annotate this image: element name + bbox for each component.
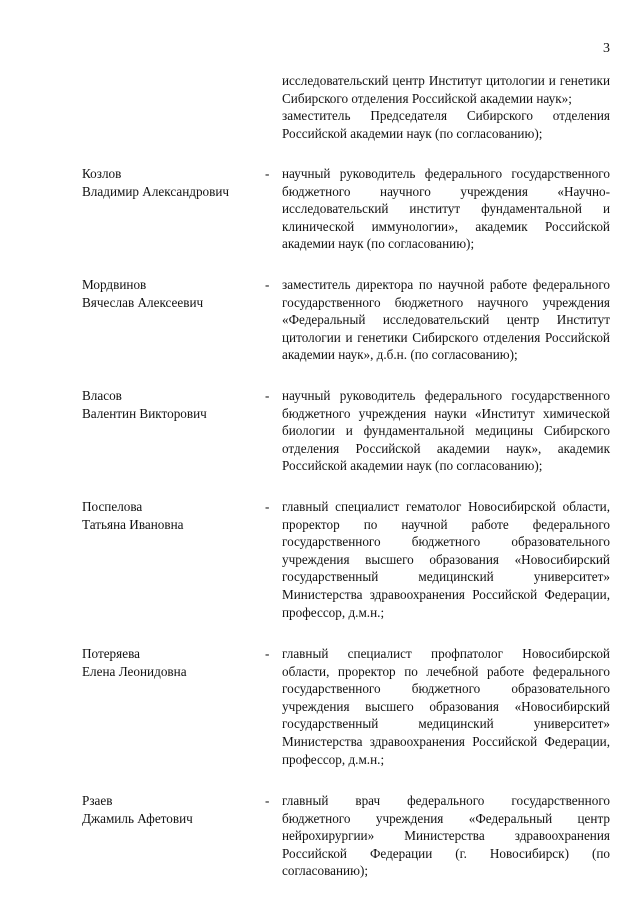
member-name: Власов Валентин Викторович	[82, 388, 207, 421]
continuation-line-2: заместитель Председателя Сибирского отделения Российской академии наук (по согласованию);	[282, 108, 610, 141]
member-description-text: главный специалист профпатолог Новосибирской области, проректор по лечебной работе федерального государственного бюджетного образовательного учреждения высшего образования «Новосибирский государственный медицинский университет» Министерства здравоохранения Российской Федерации, профессор, д.м.н.;	[282, 646, 610, 767]
member-description	[282, 645, 610, 768]
member-description-text: научный руководитель федерального государственного бюджетного научного учреждения «Научно-исследовательский институт фундаментальной и клинической иммунологии», академик Российской академии наук (по согласованию);	[282, 166, 610, 252]
member-description-text: заместитель директора по научной работе федерального государственного бюджетного научного учреждения «Федеральный исследовательский центр Институт цитологии и генетики Сибирского отделения Российской академии наук», д.б.н. (по согласованию);	[282, 277, 610, 363]
member-description-text: научный руководитель федерального государственного бюджетного учреждения науки «Институт химической биологии и фундаментальной медицины Сибирского отделения Российской академии наук», академик Российской академии наук (по согласованию);	[282, 388, 610, 474]
continuation-line-1: исследовательский центр Институт цитологии и генетики Сибирского отделения Российской академии наук»;	[282, 73, 610, 106]
member-description	[282, 276, 610, 364]
member-name: Рзаев Джамиль Афетович	[82, 793, 193, 826]
member-name: Потеряева Елена Леонидовна	[82, 646, 187, 679]
entry-dash: -	[265, 166, 270, 181]
member-description	[282, 387, 610, 475]
member-description	[282, 165, 610, 253]
entry-dash: -	[265, 793, 270, 808]
entry-dash: -	[265, 499, 270, 514]
entry-dash: -	[265, 388, 270, 403]
entry-dash: -	[265, 277, 270, 292]
continuation-text	[282, 72, 610, 142]
member-description-text: главный врач федерального государственного бюджетного учреждения «Федеральный центр нейрохирургии» Министерства здравоохранения Российской Федерации (г. Новосибирск) (по согласованию);	[282, 793, 610, 879]
member-description	[282, 498, 610, 621]
member-name: Мордвинов Вячеслав Алексеевич	[82, 277, 204, 310]
member-description	[282, 792, 610, 880]
member-description-text: главный специалист гематолог Новосибирской области, проректор по научной работе федерального государственного бюджетного образовательного учреждения высшего образования «Новосибирский государственный медицинский университет» Министерства здравоохранения Российской Федерации, профессор, д.м.н.;	[282, 499, 610, 620]
page-number: 3	[603, 41, 610, 56]
member-name: Козлов Владимир Александрович	[82, 166, 230, 199]
member-name: Поспелова Татьяна Ивановна	[82, 499, 184, 532]
entry-dash: -	[265, 646, 270, 661]
